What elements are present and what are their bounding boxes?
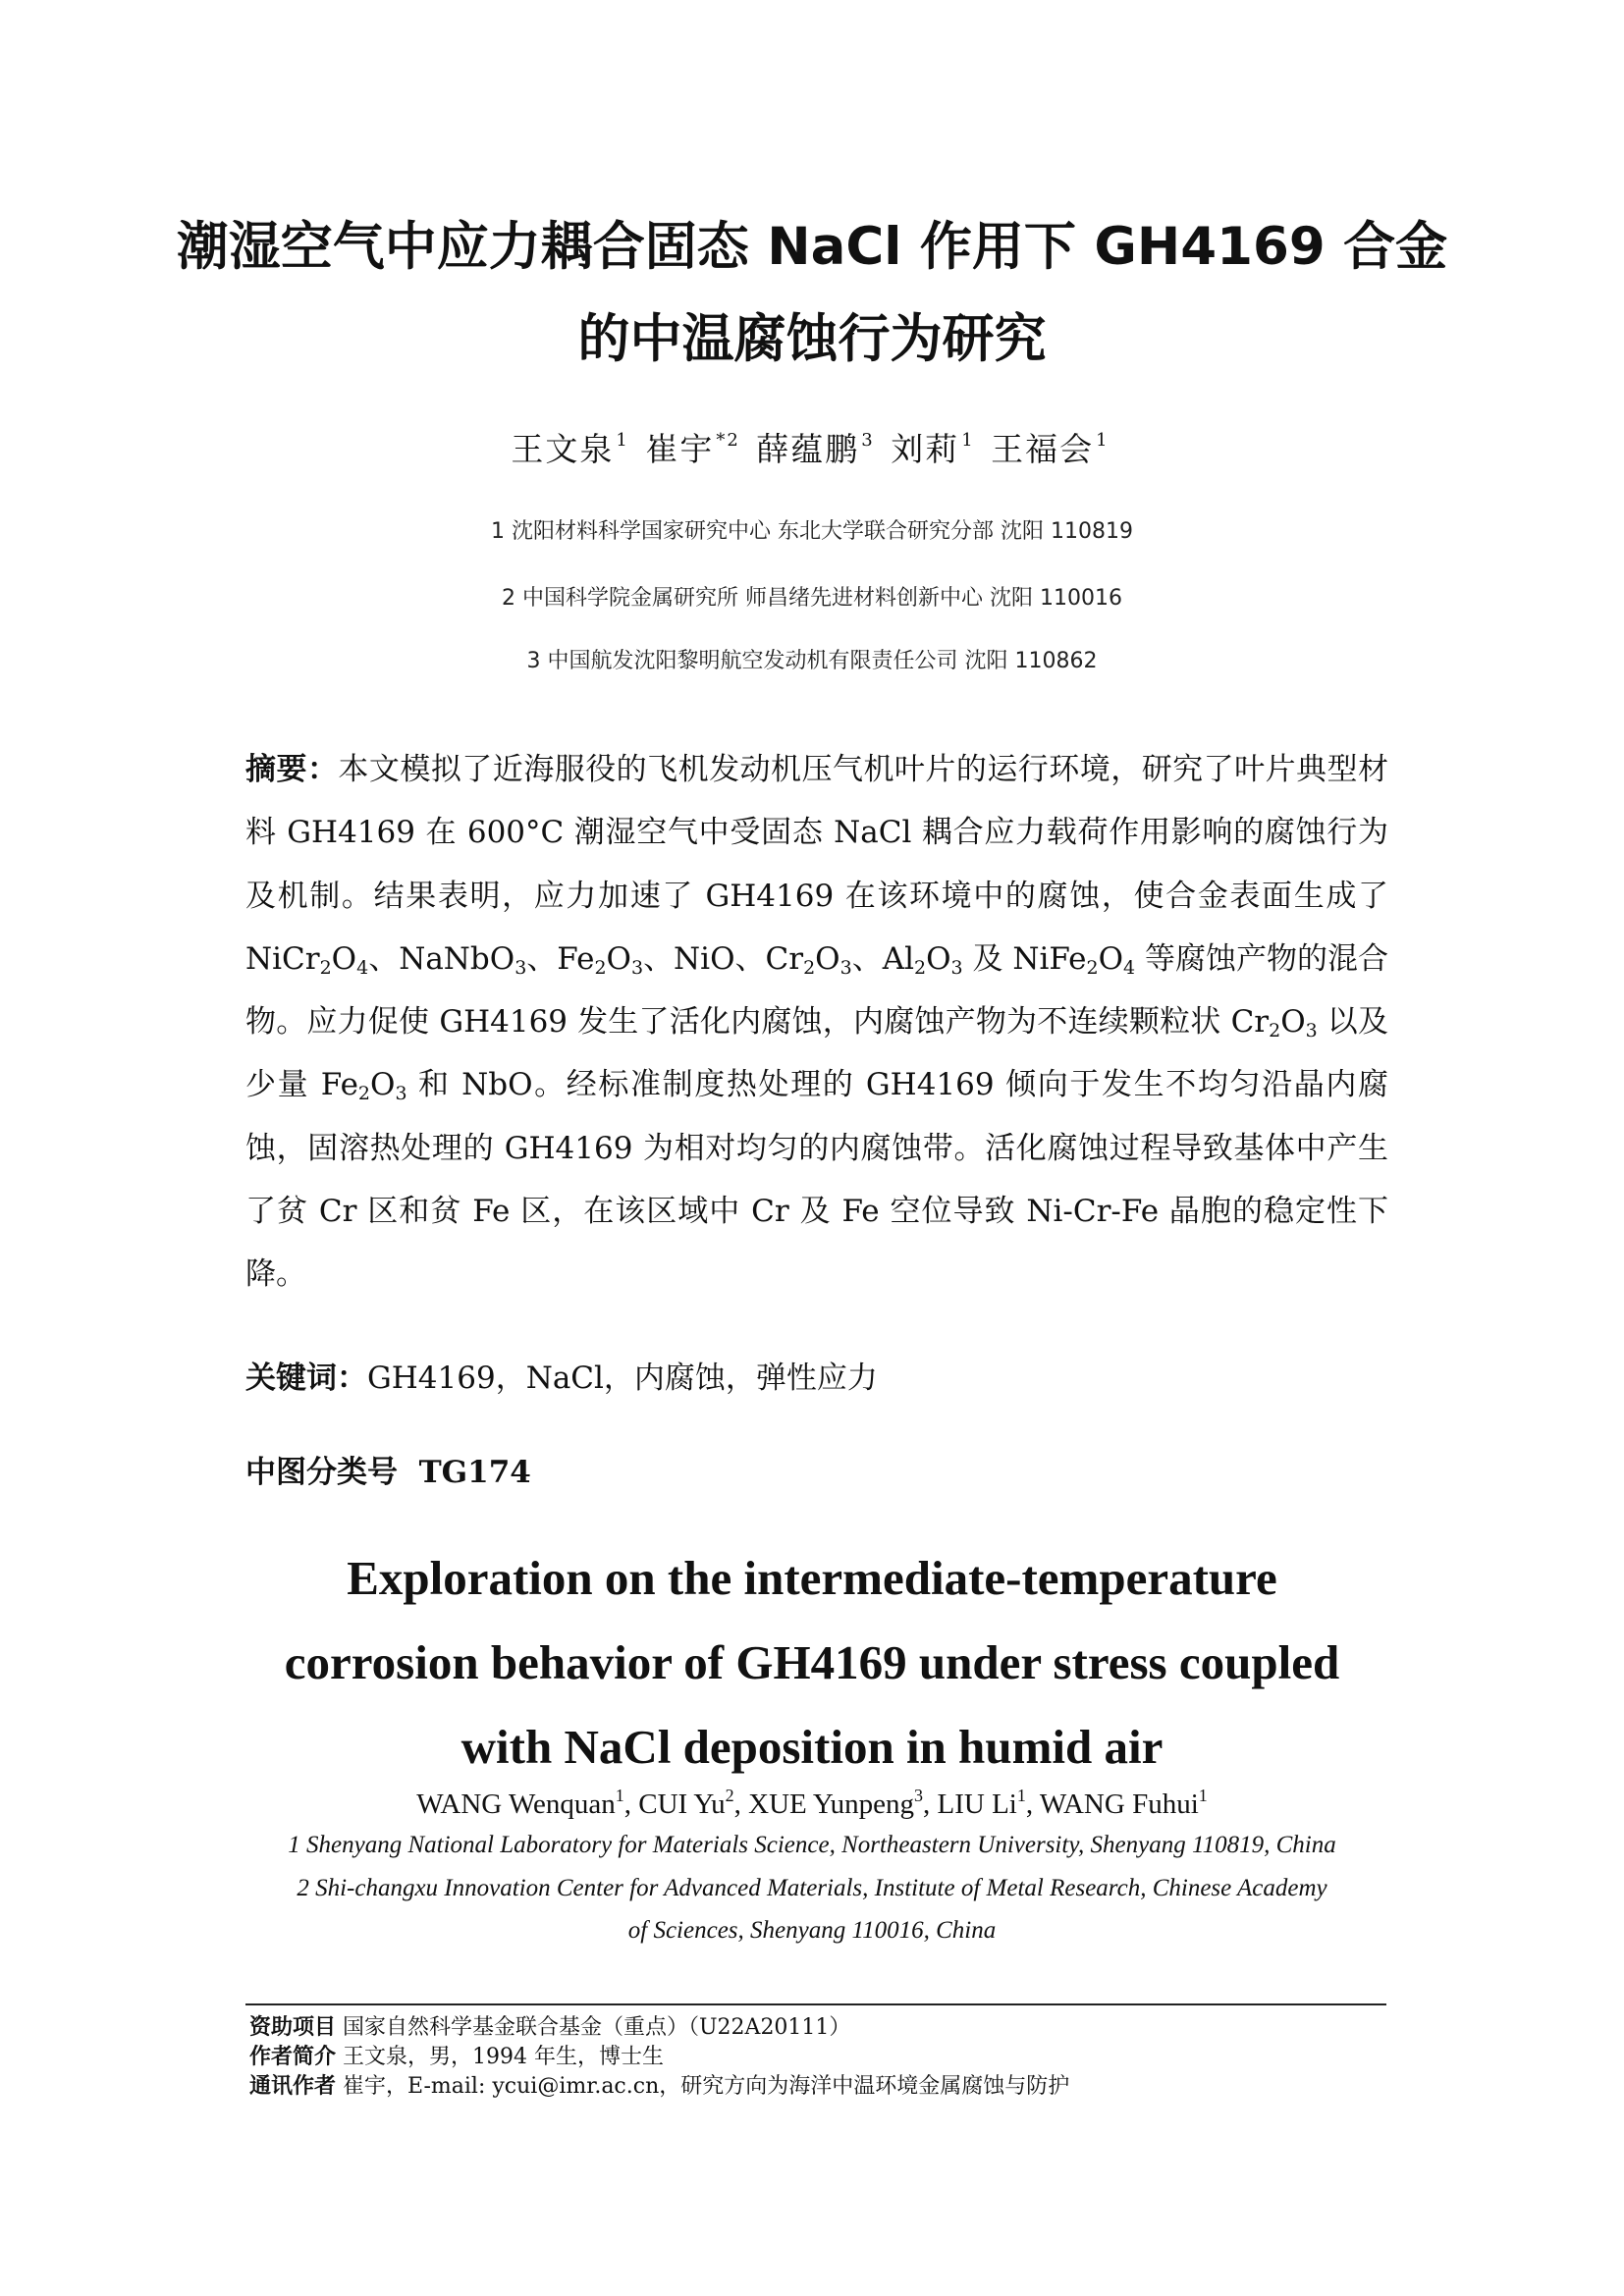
authors-english: WANG Wenquan$^1$, CUI Yu$^2$, XUE Yunpeng$^3$, LIU Li$^1$, WANG Fuhui$^1$ bbox=[416, 1786, 1208, 1820]
author-mark: 1 bbox=[1016, 1786, 1026, 1805]
keywords-label: 关键词： bbox=[245, 1361, 367, 1396]
author-mark: 1 bbox=[1198, 1786, 1208, 1805]
author-mark: 1 bbox=[961, 430, 975, 451]
footnote-label: 作者简介 bbox=[249, 2045, 337, 2069]
author-mark: 2 bbox=[725, 1786, 734, 1805]
footnote-corresponding-author bbox=[249, 2069, 1069, 2100]
author-mark: 3 bbox=[914, 1786, 923, 1805]
author-name: XUE Yunpeng bbox=[748, 1789, 914, 1820]
affiliation-chinese-2: 2 中国科学院金属研究所 师昌绪先进材料创新中心 沈阳 110016 bbox=[502, 586, 1122, 611]
author-name: WANG Wenquan bbox=[416, 1789, 616, 1820]
author-mark: 3 bbox=[861, 430, 875, 451]
author-mark: 1 bbox=[615, 1786, 624, 1805]
formula: $NiFe_2O_4$ bbox=[1012, 940, 1136, 979]
classification-value: TG174 bbox=[418, 1455, 531, 1490]
author-name: 崔宇 bbox=[645, 430, 715, 468]
affiliation-english-2-line-1: 2 Shi-changxu Innovation Center for Advanced Materials, Institute of Metal Research, Chinese Academy bbox=[297, 1875, 1327, 1901]
affiliation-chinese-1: 1 沈阳材料科学国家研究中心 东北大学联合研究分部 沈阳 110819 bbox=[491, 519, 1133, 544]
abstract-label: 摘要： bbox=[245, 752, 339, 787]
author-name: 薛蕴鹏 bbox=[756, 430, 860, 468]
author-mark: *2 bbox=[716, 430, 740, 451]
author-mark: 1 bbox=[1096, 430, 1110, 451]
title-chinese bbox=[0, 201, 1624, 386]
formula: $Cr_2O_3$ bbox=[765, 940, 852, 979]
title-english-line-2: corrosion behavior of GH4169 under stress coupled bbox=[284, 1635, 1340, 1689]
formula: NaNbO$_3$ bbox=[399, 940, 527, 979]
title-chinese-line-2: 的中温腐蚀行为研究 bbox=[577, 309, 1047, 369]
author-name: CUI Yu bbox=[638, 1789, 726, 1820]
author-name: 王福会 bbox=[991, 430, 1095, 468]
author-mark: 1 bbox=[616, 430, 629, 451]
authors-chinese bbox=[0, 424, 1624, 470]
author-name: 王文泉 bbox=[511, 430, 615, 468]
abstract-text: 等腐蚀产物的混合物。应力促使 GH4169 发生了活化内腐蚀，内腐蚀产物为不连续颗粒状 bbox=[245, 940, 1388, 1041]
author-name: WANG Fuhui bbox=[1039, 1789, 1199, 1820]
formula: $Al_2O_3$ bbox=[882, 940, 963, 979]
footnote-text: 崔宇，E-mail: ycui@imr.ac.cn，研究方向为海洋中温环境金属腐蚀与防护 bbox=[343, 2074, 1070, 2099]
title-chinese-line-1: 潮湿空气中应力耦合固态 NaCl 作用下 GH4169 合金 bbox=[176, 217, 1448, 277]
affiliation-english-1: 1 Shenyang National Laboratory for Materials Science, Northeastern University, Shenyang 110819, China bbox=[288, 1832, 1336, 1858]
author-name: 刘莉 bbox=[891, 430, 960, 468]
affiliation-chinese-3: 3 中国航发沈阳黎明航空发动机有限责任公司 沈阳 110862 bbox=[526, 649, 1098, 673]
classification-label: 中图分类号 bbox=[245, 1455, 398, 1490]
footnote-label: 资助项目 bbox=[249, 2015, 337, 2040]
abstract-text: 以及少量 bbox=[245, 1004, 1389, 1103]
footnote-text: 国家自然科学基金联合基金（重点）（U22A20111） bbox=[343, 2015, 851, 2040]
formula: $Fe_2O_3$ bbox=[557, 940, 644, 979]
formula: $Fe_2O_3$ bbox=[320, 1067, 407, 1105]
abstract-text: 本文模拟了近海服役的飞机发动机压气机叶片的运行环境，研究了叶片典型材料 GH4169 在 600°C 潮湿空气中受固态 NaCl 耦合应力载荷作用影响的腐蚀行为及机制。结果表明，应力加速了 GH4169 在该环境中的腐蚀，使合金表面生成了 bbox=[245, 752, 1389, 914]
keywords-text: GH4169，NaCl，内腐蚀，弹性应力 bbox=[367, 1361, 878, 1396]
formula: $Cr_2O_3$ bbox=[1230, 1004, 1318, 1042]
author-name: LIU Li bbox=[937, 1789, 1017, 1820]
title-english-line-3: with NaCl deposition in humid air bbox=[460, 1720, 1164, 1774]
footnote-author-bio bbox=[249, 2040, 664, 2070]
affiliation-english-2-line-2: of Sciences, Shenyang 110016, China bbox=[627, 1917, 997, 1944]
footnote-divider bbox=[245, 2003, 1386, 2005]
formula: $NiCr_2O_4$ bbox=[245, 940, 369, 979]
classification-number bbox=[245, 1447, 531, 1491]
footnote-text: 王文泉，男，1994 年生，博士生 bbox=[343, 2045, 664, 2069]
footnote-label: 通讯作者 bbox=[249, 2074, 337, 2099]
keywords bbox=[245, 1353, 878, 1397]
footnote-funding bbox=[249, 2010, 850, 2041]
title-english bbox=[0, 1536, 1624, 1789]
abstract-chinese: 摘要：本文模拟了近海服役的飞机发动机压气机叶片的运行环境，研究了叶片典型材料 GH4169 在 600°C 潮湿空气中受固态 NaCl 耦合应力载荷作用影响的腐蚀行为及机制。结果表明，应力加速了 GH4169 在该环境中的腐蚀，使合金表面生成了 $NiCr_2O_4$、NaNbO$_3$、$Fe_2O_3$、NiO、$Cr_2O_3$、$Al_2O_3$ 及 $NiFe_2O_4$ 等腐蚀产物的混合物。应力促使 GH4169 发生了活化内腐蚀，内腐蚀产物为不连续颗粒状 $Cr_2O_3$ 以及少量 $Fe_2O_3$ 和 NbO。经标准制度热处理的 GH4169 倾向于发生不均匀沿晶内腐蚀，固溶热处理的 GH4169 为相对均匀的内腐蚀带。活化腐蚀过程导致基体中产生了贫 Cr 区和贫 Fe 区，在该区域中 Cr 及 Fe 空位导致 Ni-Cr-Fe 晶胞的稳定性下降。 bbox=[245, 752, 1389, 1293]
abstract-text: 和 NbO。经标准制度热处理的 GH4169 倾向于发生不均匀沿晶内腐蚀，固溶热处理的 GH4169 为相对均匀的内腐蚀带。活化腐蚀过程导致基体中产生了贫 Cr 区和贫 Fe 区，在该区域中 Cr 及 Fe 空位导致 Ni-Cr-Fe 晶胞的稳定性下降。 bbox=[245, 1067, 1388, 1293]
title-english-line-1: Exploration on the intermediate-temperature bbox=[347, 1551, 1277, 1605]
